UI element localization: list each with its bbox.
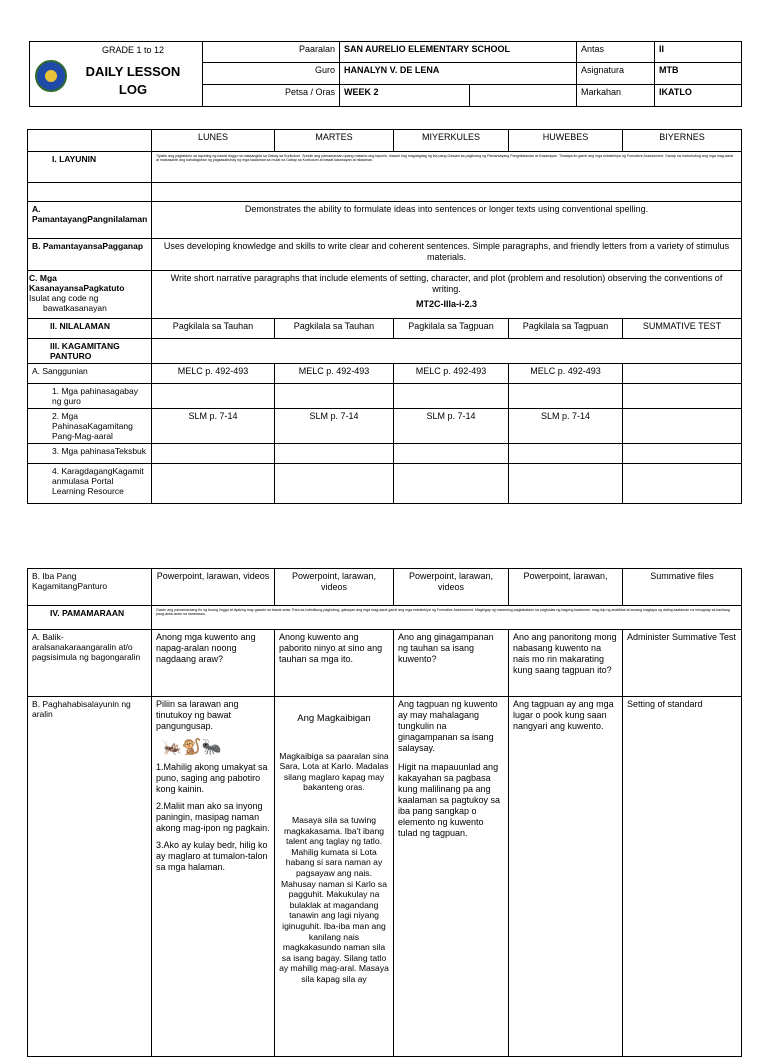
grade-label: GRADE 1 to 12 bbox=[101, 45, 165, 55]
pahina-kagamitan-label: 2. Mga PahinasaKagamitang Pang-Mag-aaral bbox=[28, 409, 152, 444]
nilalaman-martes: Pagkilala sa Tauhan bbox=[275, 319, 394, 339]
paghahabi-lunes bbox=[152, 697, 275, 1057]
pamamaraan-text: Gawin ang pamamaraang ito ng buong linggo at tiyaking may gawain sa bawat araw. Para sa holistikong paghubog, gabayan ang mga mag-aaral gamit ang mga estratehiya ng Formative Assessment. Magbigay ng maraming pagkakataon sa pagtuklas ng bagong kaalaman, mag-isip ng analitikal at kusang magtaya ng dating kaalaman na iniuugnay sa kanilang pang-araw-araw na karanasan. bbox=[152, 606, 742, 630]
balik-biyernes: Administer Summative Test bbox=[623, 630, 742, 697]
field-value-guro: HANALYN V. DE LENA bbox=[340, 63, 577, 84]
mon-item-3: 3.Ako ay kulay bedr, hilig ko ay maglaro at tumalon-talon sa mga halaman. bbox=[156, 840, 268, 872]
field-label-markahan: Markahan bbox=[577, 84, 655, 106]
sanggunian-huwebes: MELC p. 492-493 bbox=[509, 364, 623, 384]
iba-pang-kagamitan-label: B. Iba Pang KagamitangPanturo bbox=[28, 569, 152, 606]
balik-aral-label: A. Balik-aralsanakaraangaralin at/o pagsisimula ng bagongaralin bbox=[28, 630, 152, 697]
field-label-asignatura: Asignatura bbox=[577, 63, 655, 84]
field-label-petsa: Petsa / Oras bbox=[203, 84, 340, 106]
kasanayan-sub2: bawatkasanayan bbox=[43, 303, 107, 313]
iba-lunes: Powerpoint, larawan, videos bbox=[152, 569, 275, 606]
story-paragraph-1: Magkaibiga sa paaralan sina Sara, Lota at Karlo. Madalas silang maglaro kapag may bakanteng oras. bbox=[279, 750, 389, 793]
kasanayan-cell bbox=[152, 271, 742, 319]
lesson-table-2 bbox=[27, 568, 742, 1057]
day-biyernes: BIYERNES bbox=[623, 130, 742, 152]
pamantayang-pangnilalaman-text: Demonstrates the ability to formulate ideas into sentences or longer texts using conventional spelling. bbox=[152, 202, 742, 239]
pamantayan-pagganap-text: Uses developing knowledge and skills to write clear and coherent sentences. Simple paragraphs, and friendly letters from a variety of stimulus materials. bbox=[152, 239, 742, 271]
kasanayan-label-cell bbox=[28, 271, 152, 319]
teksbuk-label: 3. Mga pahinasaTeksbuk bbox=[28, 444, 152, 464]
lesson-table-1 bbox=[27, 129, 742, 504]
wed-paragraph-1: Ang tagpuan ng kuwento ay may mahalagang tungkulin na ginagampanan sa isang salaysay. bbox=[398, 699, 498, 753]
field-label-antas: Antas bbox=[577, 42, 655, 63]
slm-lunes: SLM p. 7-14 bbox=[152, 409, 275, 444]
sanggunian-biyernes bbox=[623, 364, 742, 384]
sanggunian-lunes: MELC p. 492-493 bbox=[152, 364, 275, 384]
field-value-petsa bbox=[340, 84, 577, 106]
pamantayan-pagganap-label: B. PamantayansaPagganap bbox=[28, 239, 152, 271]
kasanayan-text: Write short narrative paragraphs that include elements of setting, character, and plot (problem and resolution) observing the conventions of writing. bbox=[170, 273, 723, 294]
grasshopper-icon: 🦗 bbox=[162, 739, 182, 756]
nilalaman-biyernes: SUMMATIVE TEST bbox=[623, 319, 742, 339]
kagamitan-label: III. KAGAMITANG PANTURO bbox=[28, 339, 152, 364]
balik-lunes: Anong mga kuwento ang napag-aralan noong nagdaang araw? bbox=[152, 630, 275, 697]
nilalaman-huwebes: Pagkilala sa Tagpuan bbox=[509, 319, 623, 339]
deped-seal-icon bbox=[35, 60, 67, 92]
pahina-gabay-label: 1. Mga pahinasagabay ng guro bbox=[28, 384, 152, 409]
paghahabi-martes bbox=[275, 697, 394, 1057]
mon-item-1: 1.Mahilig akong umakyat sa puno, saging ang pabotiro kong kainin. bbox=[156, 762, 268, 794]
sanggunian-miyerkules: MELC p. 492-493 bbox=[394, 364, 509, 384]
iba-biyernes: Summative files bbox=[623, 569, 742, 606]
paghahabi-label: B. Paghahabisalayunin ng aralin bbox=[28, 697, 152, 1057]
petsa-divider bbox=[469, 85, 470, 106]
sanggunian-label: A. Sanggunian bbox=[28, 364, 152, 384]
header-logo-cell bbox=[30, 42, 203, 107]
story-paragraph-2: Masaya sila sa tuwing magkakasama. Iba't ibang talent ang taglay ng tatlo. Mahilig kumata si Lota habang si sara naman ay pagsayaw ang nais. Mahusay naman si Karlo sa pagguhit. Makukulay na bulaklak at magandang tanawin ang lagi niyang iginuguhit. Iba-iba man ang kanilang nais magkakasundo naman sila sa isang bagay. Silang tatlo ay mahilig mag-aral. Masaya sila kapag sila ay bbox=[279, 814, 389, 984]
kasanayan-label: C. Mga KasanayansaPagkatuto bbox=[29, 273, 125, 293]
nilalaman-label: II. NILALAMAN bbox=[28, 319, 152, 339]
field-value-antas: II bbox=[655, 42, 742, 63]
paghahabi-miyerkules bbox=[394, 697, 509, 1057]
wed-paragraph-2: Higit na mapauunlad ang kakayahan sa pagbasa kung malilinang pa ang kaalaman sa pagtukoy sa iba pang sangkap o elemento ng kuwento tulad ng tagpuan. bbox=[398, 762, 501, 838]
iba-martes: Powerpoint, larawan, videos bbox=[275, 569, 394, 606]
title-line-2: LOG bbox=[118, 82, 148, 97]
field-value-markahan: IKATLO bbox=[655, 84, 742, 106]
animal-pictures bbox=[162, 738, 270, 758]
iba-huwebes: Powerpoint, larawan, bbox=[509, 569, 623, 606]
mon-intro: Piliin sa larawan ang tinutukoy ng bawat pangungusap. bbox=[156, 699, 239, 731]
petsa-value: WEEK 2 bbox=[344, 86, 379, 97]
ant-icon: 🐜 bbox=[201, 739, 222, 756]
field-label-guro: Guro bbox=[203, 63, 340, 84]
sanggunian-martes: MELC p. 492-493 bbox=[275, 364, 394, 384]
field-value-paaralan: SAN AURELIO ELEMENTARY SCHOOL bbox=[340, 42, 577, 63]
iba-miyerkules: Powerpoint, larawan, videos bbox=[394, 569, 509, 606]
balik-huwebes: Ano ang panoritong mong nabasang kuwento na nais mo rin makarating kung saang tagpuan ito? bbox=[509, 630, 623, 697]
pamamaraan-label: IV. PAMAMARAAN bbox=[28, 606, 152, 630]
slm-martes: SLM p. 7-14 bbox=[275, 409, 394, 444]
day-miyerkules: MIYERKULES bbox=[394, 130, 509, 152]
layunin-label: I. LAYUNIN bbox=[28, 152, 152, 183]
layunin-text: Tiyakin ang pagtatamo sa layuning ng bawat linggo na nakaangkla sa Gabay sa Kurikulum. Sundin ang pamamaraan upang matamo ang layunin, maaari ring magdagdag ng iba pang Gawain sa paglinang ng Pamantayang Pangnilalaman at Kasanayan. Tinataya ito gamit ang mga estratehiya ng Formative Assessment. Ganap na mahuhubog ang mga mag-aaral at maisasanib ang kahalagahan ng pagsasabuhay ng mga kaalaman sa mulat na Gabay sa Kurikulum at bawat kasanayan at nilalaman. bbox=[152, 152, 742, 183]
slm-huwebes: SLM p. 7-14 bbox=[509, 409, 623, 444]
header-table bbox=[29, 41, 742, 107]
kasanayan-code: MT2C-IIIa-i-2.3 bbox=[415, 299, 477, 309]
kasanayan-sub1: Isulat ang code ng bbox=[29, 293, 99, 303]
nilalaman-lunes: Pagkilala sa Tauhan bbox=[152, 319, 275, 339]
portal-label: 4. KaragdagangKagamit anmulasa Portal Learning Resource bbox=[28, 464, 152, 504]
monkey-icon: 🐒 bbox=[181, 739, 202, 756]
story-title: Ang Magkaibigan bbox=[297, 713, 371, 724]
slm-miyerkules: SLM p. 7-14 bbox=[394, 409, 509, 444]
balik-martes: Anong kuwento ang paborito ninyo at sino ang tauhan sa mga ito. bbox=[275, 630, 394, 697]
pamantayang-pangnilalaman-label: A. PamantayangPangnilalaman bbox=[28, 202, 152, 239]
balik-miyerkules: Ano ang ginagampanan ng tauhan sa isang kuwento? bbox=[394, 630, 509, 697]
paghahabi-biyernes: Setting of standard bbox=[623, 697, 742, 1057]
paghahabi-huwebes: Ang tagpuan ay ang mga lugar o pook kung saan nangyari ang kuwento. bbox=[509, 697, 623, 1057]
slm-biyernes bbox=[623, 409, 742, 444]
day-martes: MARTES bbox=[275, 130, 394, 152]
field-value-asignatura: MTB bbox=[655, 63, 742, 84]
day-huwebes: HUWEBES bbox=[509, 130, 623, 152]
mon-item-2: 2.Maliit man ako sa inyong paningin, masipag naman akong mag-ipon ng pagkain. bbox=[156, 801, 270, 833]
nilalaman-miyerkules: Pagkilala sa Tagpuan bbox=[394, 319, 509, 339]
title-line-1: DAILY LESSON bbox=[85, 64, 181, 79]
day-lunes: LUNES bbox=[152, 130, 275, 152]
field-label-paaralan: Paaralan bbox=[203, 42, 340, 63]
